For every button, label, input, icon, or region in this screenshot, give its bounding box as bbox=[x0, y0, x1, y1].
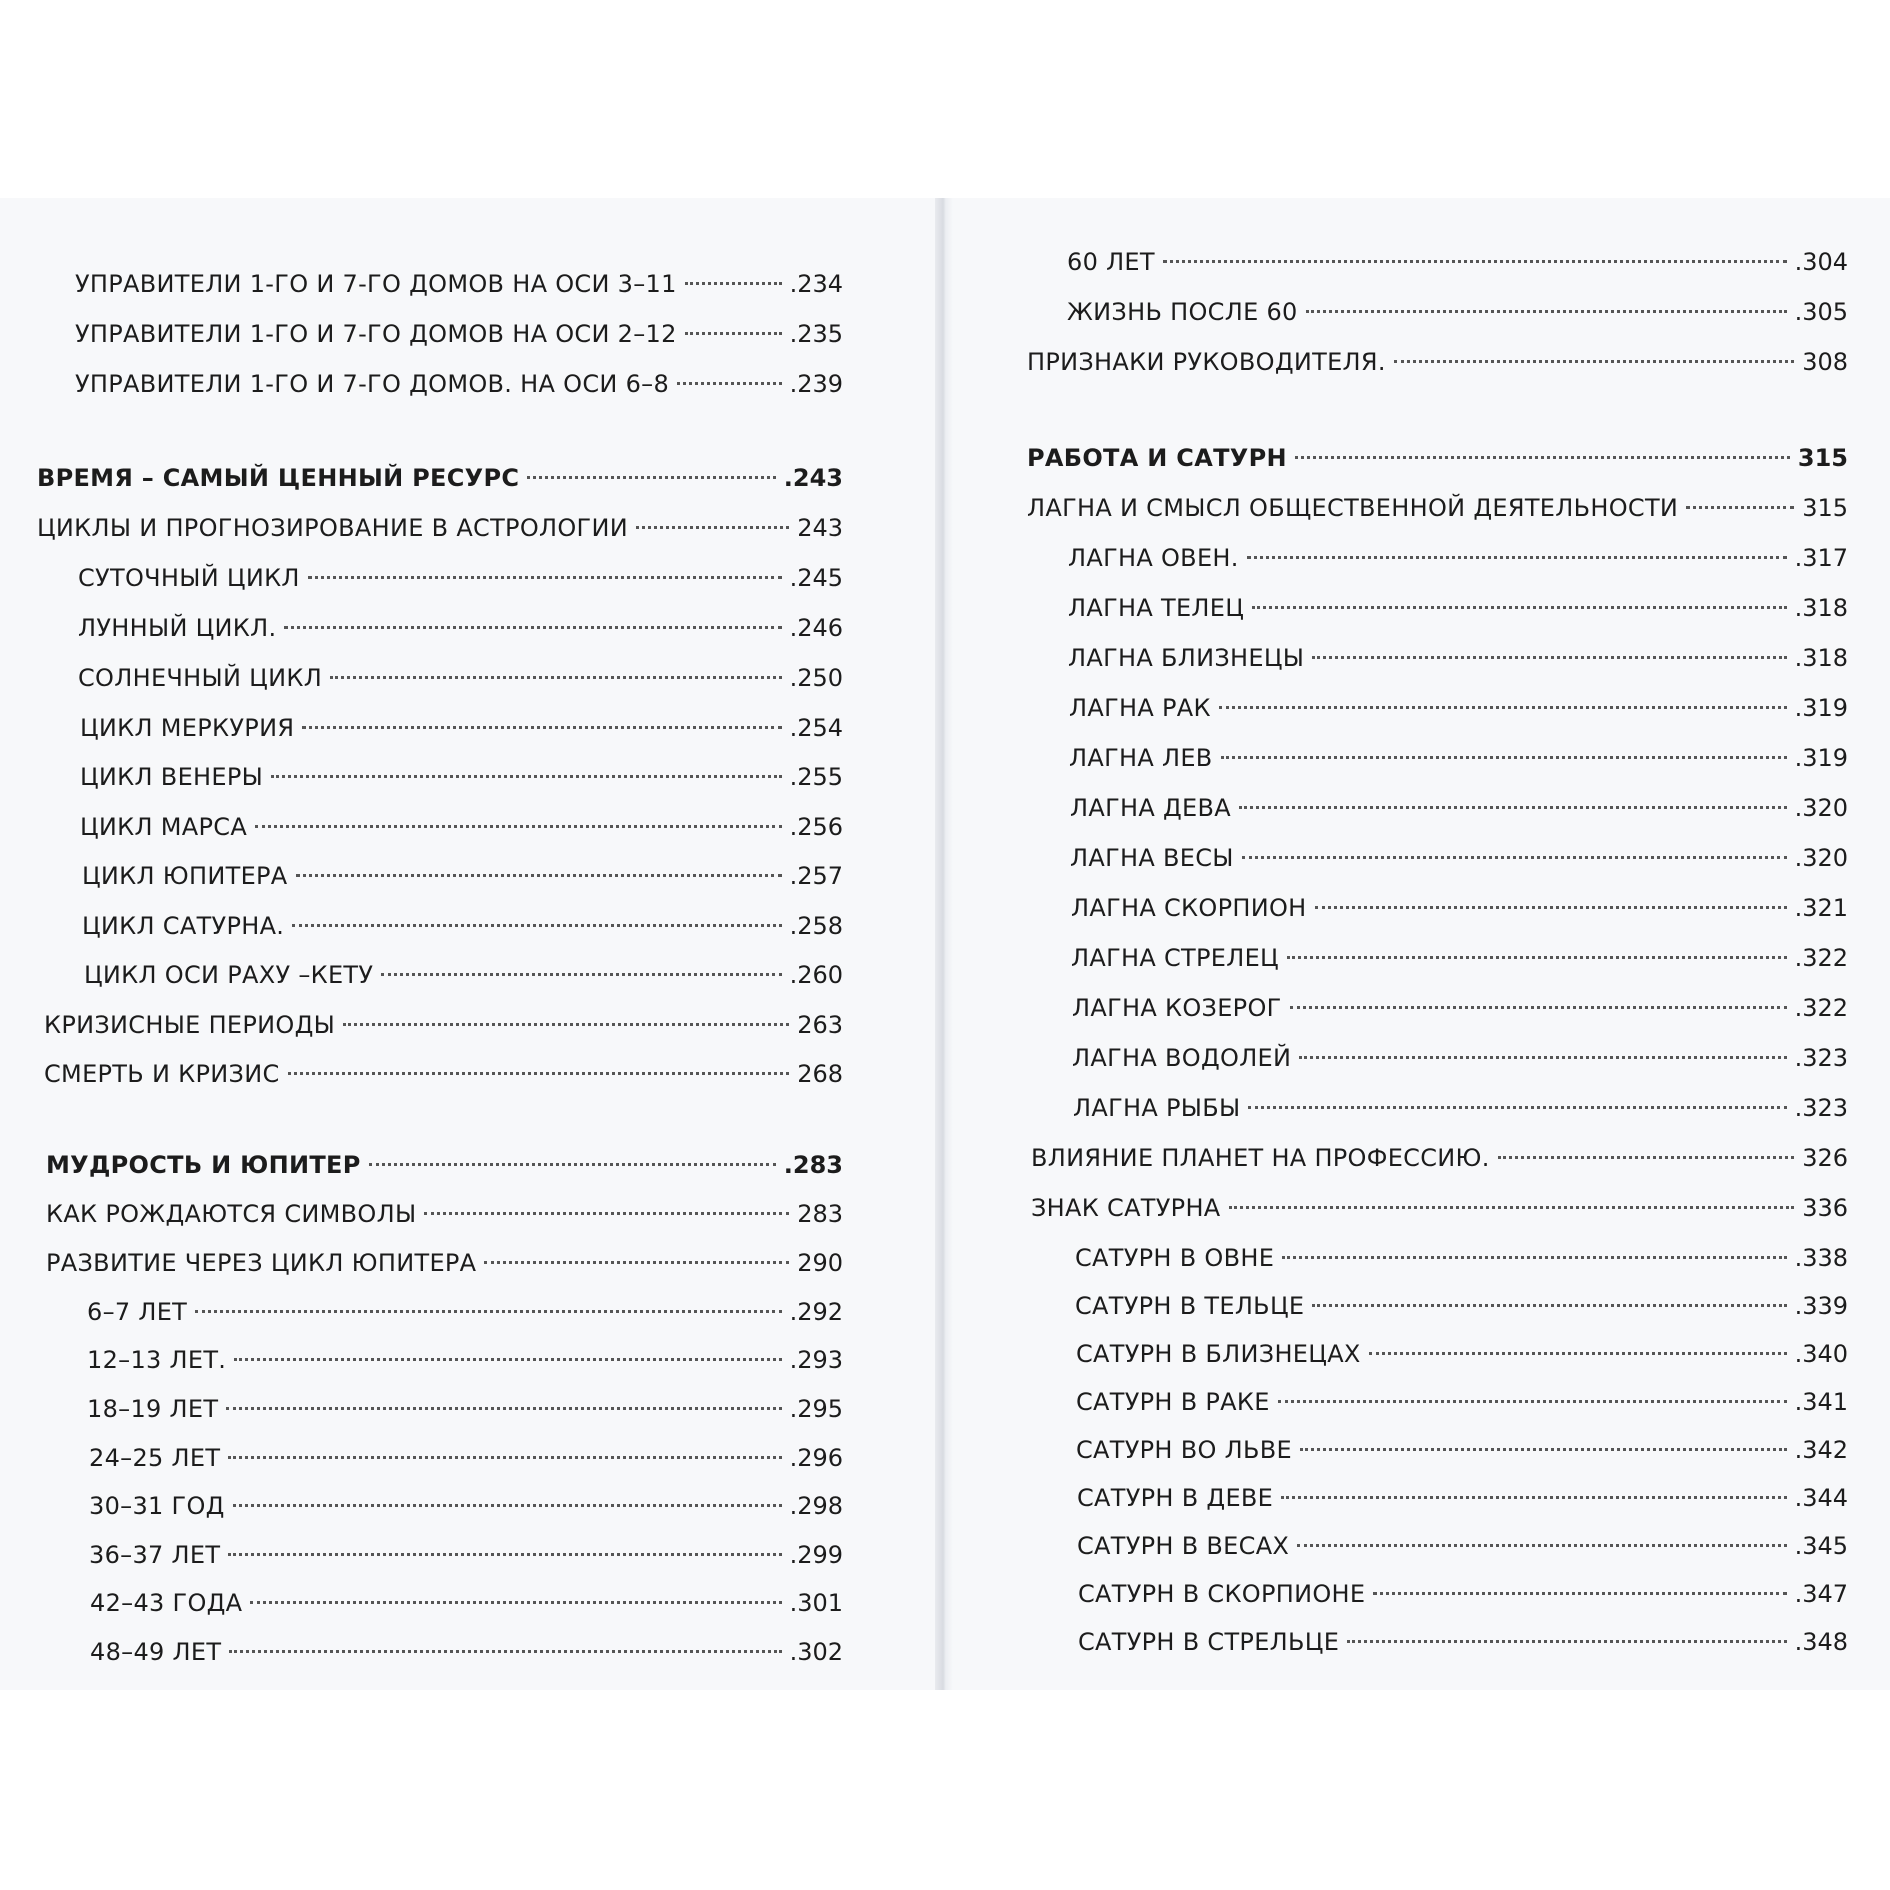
toc-entry-page: .320 bbox=[1794, 844, 1848, 872]
toc-entry-page: .245 bbox=[789, 564, 843, 592]
dot-leader bbox=[1299, 1056, 1786, 1059]
toc-entry-title: ЛАГНА БЛИЗНЕЦЫ bbox=[1068, 644, 1305, 672]
toc-entry-title: КРИЗИСНЫЕ ПЕРИОДЫ bbox=[44, 1011, 336, 1039]
toc-entry[interactable] bbox=[89, 1486, 843, 1526]
toc-entry-page: .292 bbox=[789, 1298, 843, 1326]
toc-entry-title: ЦИКЛ МЕРКУРИЯ bbox=[80, 714, 295, 742]
toc-entry-page: .283 bbox=[783, 1151, 843, 1179]
toc-entry[interactable] bbox=[75, 264, 843, 304]
toc-entry-page: 283 bbox=[797, 1200, 843, 1228]
toc-entry-page: .345 bbox=[1794, 1532, 1848, 1560]
toc-entry-title: САТУРН В РАКЕ bbox=[1076, 1388, 1270, 1416]
toc-entry-title: СОЛНЕЧНЫЙ ЦИКЛ bbox=[78, 664, 323, 692]
toc-chapter[interactable] bbox=[37, 458, 843, 498]
toc-entry-title: ЦИКЛ САТУРНА. bbox=[82, 912, 285, 940]
dot-leader bbox=[484, 1261, 789, 1264]
toc-entry[interactable] bbox=[1075, 1286, 1848, 1326]
toc-entry-page: .243 bbox=[783, 464, 843, 492]
toc-entry-title: ЛАГНА ЛЕВ bbox=[1069, 744, 1213, 772]
toc-entry[interactable] bbox=[80, 757, 843, 797]
toc-entry-page: 308 bbox=[1802, 348, 1848, 376]
dot-leader bbox=[250, 1601, 781, 1604]
toc-entry[interactable] bbox=[80, 708, 843, 748]
toc-entry-page: 336 bbox=[1802, 1194, 1848, 1222]
toc-entry-title: УПРАВИТЕЛИ 1-ГО И 7-ГО ДОМОВ. НА ОСИ 6–8 bbox=[75, 370, 670, 398]
toc-entry-title: УПРАВИТЕЛИ 1-ГО И 7-ГО ДОМОВ НА ОСИ 2–12 bbox=[75, 320, 677, 348]
toc-entry-page: .298 bbox=[789, 1492, 843, 1520]
toc-entry-title: 42–43 ГОДА bbox=[90, 1589, 243, 1617]
dot-leader bbox=[1373, 1592, 1786, 1595]
toc-entry[interactable] bbox=[1069, 688, 1848, 728]
toc-entry[interactable] bbox=[1070, 838, 1848, 878]
dot-leader bbox=[229, 1650, 781, 1653]
toc-entry-title: 30–31 ГОД bbox=[89, 1492, 225, 1520]
toc-entry-title: ЛАГНА ВОДОЛЕЙ bbox=[1072, 1044, 1292, 1072]
dot-leader bbox=[1498, 1156, 1795, 1159]
dot-leader bbox=[1290, 1006, 1787, 1009]
dot-leader bbox=[1278, 1400, 1787, 1403]
dot-leader bbox=[1248, 1106, 1786, 1109]
toc-entry[interactable] bbox=[87, 1389, 843, 1429]
toc-entry[interactable] bbox=[82, 906, 843, 946]
toc-entry-page: .258 bbox=[789, 912, 843, 940]
toc-entry[interactable] bbox=[1067, 292, 1848, 332]
toc-entry-page: .256 bbox=[789, 813, 843, 841]
dot-leader bbox=[195, 1310, 781, 1313]
toc-entry-page: 290 bbox=[797, 1249, 843, 1277]
toc-entry-page: .304 bbox=[1794, 248, 1848, 276]
toc-section[interactable] bbox=[44, 1054, 843, 1094]
toc-entry-title: ЛАГНА И СМЫСЛ ОБЩЕСТВЕННОЙ ДЕЯТЕЛЬНОСТИ bbox=[1027, 494, 1679, 522]
dot-leader bbox=[1281, 1496, 1786, 1499]
toc-section[interactable] bbox=[46, 1243, 843, 1283]
dot-leader bbox=[288, 1072, 790, 1075]
toc-entry-page: .239 bbox=[789, 370, 843, 398]
toc-entry-page: .319 bbox=[1794, 744, 1848, 772]
toc-entry[interactable] bbox=[80, 807, 843, 847]
toc-entry-page: .305 bbox=[1794, 298, 1848, 326]
dot-leader bbox=[308, 576, 782, 579]
toc-section[interactable] bbox=[44, 1005, 843, 1045]
toc-entry[interactable] bbox=[1073, 1088, 1848, 1128]
toc-section[interactable] bbox=[1031, 1138, 1848, 1178]
toc-entry[interactable] bbox=[1068, 638, 1848, 678]
toc-entry-title: ВЛИЯНИЕ ПЛАНЕТ НА ПРОФЕССИЮ. bbox=[1031, 1144, 1490, 1172]
dot-leader bbox=[1247, 556, 1787, 559]
toc-entry-page: .323 bbox=[1794, 1094, 1848, 1122]
toc-entry-title: ЛАГНА КОЗЕРОГ bbox=[1072, 994, 1282, 1022]
toc-entry-page: .318 bbox=[1794, 594, 1848, 622]
toc-entry[interactable] bbox=[1078, 1622, 1848, 1662]
toc-entry-title: 24–25 ЛЕТ bbox=[89, 1444, 221, 1472]
toc-entry-page: .344 bbox=[1794, 1484, 1848, 1512]
toc-entry-title: СУТОЧНЫЙ ЦИКЛ bbox=[78, 564, 300, 592]
dot-leader bbox=[1163, 260, 1787, 263]
toc-entry-title: 12–13 ЛЕТ. bbox=[87, 1346, 227, 1374]
toc-entry-title: САТУРН В БЛИЗНЕЦАХ bbox=[1076, 1340, 1361, 1368]
dot-leader bbox=[226, 1407, 781, 1410]
dot-leader bbox=[1369, 1352, 1787, 1355]
toc-entry[interactable] bbox=[78, 608, 843, 648]
toc-entry-title: 60 ЛЕТ bbox=[1067, 248, 1155, 276]
toc-entry[interactable] bbox=[75, 314, 843, 354]
toc-entry-title: ПРИЗНАКИ РУКОВОДИТЕЛЯ. bbox=[1027, 348, 1386, 376]
toc-entry-page: .317 bbox=[1794, 544, 1848, 572]
toc-entry-title: ЖИЗНЬ ПОСЛЕ 60 bbox=[1067, 298, 1298, 326]
dot-leader bbox=[1229, 1206, 1795, 1209]
toc-entry[interactable] bbox=[1075, 1238, 1848, 1278]
toc-entry[interactable] bbox=[84, 955, 843, 995]
dot-leader bbox=[302, 726, 781, 729]
toc-entry-title: ЛАГНА РАК bbox=[1069, 694, 1211, 722]
toc-entry-title: 6–7 ЛЕТ bbox=[87, 1298, 188, 1326]
toc-entry-title: САТУРН В ОВНЕ bbox=[1075, 1244, 1275, 1272]
toc-entry[interactable] bbox=[89, 1535, 843, 1575]
toc-entry[interactable] bbox=[1070, 788, 1848, 828]
toc-entry-page: .347 bbox=[1794, 1580, 1848, 1608]
toc-entry-title: ЛАГНА СТРЕЛЕЦ bbox=[1071, 944, 1279, 972]
dot-leader bbox=[424, 1212, 789, 1215]
toc-entry-page: 326 bbox=[1802, 1144, 1848, 1172]
toc-entry[interactable] bbox=[1072, 1038, 1848, 1078]
toc-entry-page: .295 bbox=[789, 1395, 843, 1423]
toc-entry-page: .339 bbox=[1794, 1292, 1848, 1320]
dot-leader bbox=[381, 973, 781, 976]
toc-entry-page: .340 bbox=[1794, 1340, 1848, 1368]
toc-entry-title: РАБОТА И САТУРН bbox=[1027, 444, 1287, 472]
toc-chapter[interactable] bbox=[1027, 438, 1848, 478]
toc-entry-title: САТУРН ВО ЛЬВЕ bbox=[1076, 1436, 1292, 1464]
toc-entry-title: ЦИКЛЫ И ПРОГНОЗИРОВАНИЕ В АСТРОЛОГИИ bbox=[37, 514, 628, 542]
dot-leader bbox=[233, 1504, 782, 1507]
dot-leader bbox=[1394, 360, 1794, 363]
toc-entry-title: 48–49 ЛЕТ bbox=[90, 1638, 222, 1666]
toc-entry-title: САТУРН В СТРЕЛЬЦЕ bbox=[1078, 1628, 1340, 1656]
toc-entry[interactable] bbox=[1068, 588, 1848, 628]
toc-entry-title: ЛУННЫЙ ЦИКЛ. bbox=[78, 614, 277, 642]
toc-entry[interactable] bbox=[1068, 538, 1848, 578]
toc-entry[interactable] bbox=[82, 856, 843, 896]
toc-entry-title: ЗНАК САТУРНА bbox=[1031, 1194, 1221, 1222]
toc-entry-page: .323 bbox=[1794, 1044, 1848, 1072]
toc-entry-title: САТУРН В СКОРПИОНЕ bbox=[1078, 1580, 1366, 1608]
toc-entry-page: .348 bbox=[1794, 1628, 1848, 1656]
dot-leader bbox=[284, 626, 781, 629]
toc-entry-page: .320 bbox=[1794, 794, 1848, 822]
toc-entry-title: ЛАГНА РЫБЫ bbox=[1073, 1094, 1241, 1122]
toc-entry[interactable] bbox=[1067, 242, 1848, 282]
toc-entry[interactable] bbox=[75, 364, 843, 404]
toc-entry-page: .296 bbox=[789, 1444, 843, 1472]
dot-leader bbox=[271, 775, 781, 778]
toc-entry-title: САТУРН В ТЕЛЬЦЕ bbox=[1075, 1292, 1305, 1320]
toc-entry-page: .322 bbox=[1794, 994, 1848, 1022]
toc-entry-page: 243 bbox=[797, 514, 843, 542]
toc-entry-page: .342 bbox=[1794, 1436, 1848, 1464]
toc-entry-page: .234 bbox=[789, 270, 843, 298]
toc-entry-page: .302 bbox=[789, 1638, 843, 1666]
toc-entry-page: .257 bbox=[789, 862, 843, 890]
dot-leader bbox=[255, 825, 781, 828]
toc-entry-page: .341 bbox=[1794, 1388, 1848, 1416]
toc-entry[interactable] bbox=[78, 658, 843, 698]
toc-entry-page: 315 bbox=[1797, 444, 1848, 472]
toc-entry-page: .255 bbox=[789, 763, 843, 791]
toc-entry-page: .235 bbox=[789, 320, 843, 348]
toc-entry[interactable] bbox=[1078, 1574, 1848, 1614]
toc-entry-title: САТУРН В ДЕВЕ bbox=[1077, 1484, 1274, 1512]
toc-entry[interactable] bbox=[1077, 1478, 1848, 1518]
toc-entry[interactable] bbox=[90, 1632, 843, 1672]
toc-entry-page: .301 bbox=[789, 1589, 843, 1617]
dot-leader bbox=[1252, 606, 1786, 609]
toc-entry-title: КАК РОЖДАЮТСЯ СИМВОЛЫ bbox=[46, 1200, 417, 1228]
toc-entry-page: .293 bbox=[789, 1346, 843, 1374]
toc-entry-title: ЦИКЛ ОСИ РАХУ –КЕТУ bbox=[84, 961, 374, 989]
toc-entry-page: 263 bbox=[797, 1011, 843, 1039]
toc-chapter[interactable] bbox=[46, 1145, 843, 1185]
toc-entry-title: ЦИКЛ ВЕНЕРЫ bbox=[80, 763, 264, 791]
dot-leader bbox=[1219, 706, 1787, 709]
dot-leader bbox=[228, 1456, 781, 1459]
toc-entry-title: СМЕРТЬ И КРИЗИС bbox=[44, 1060, 280, 1088]
dot-leader bbox=[1312, 1304, 1786, 1307]
toc-entry[interactable] bbox=[89, 1438, 843, 1478]
dot-leader bbox=[527, 476, 776, 479]
toc-entry-title: РАЗВИТИЕ ЧЕРЕЗ ЦИКЛ ЮПИТЕРА bbox=[46, 1249, 477, 1277]
toc-entry-title: ЛАГНА СКОРПИОН bbox=[1071, 894, 1307, 922]
toc-entry-page: .318 bbox=[1794, 644, 1848, 672]
toc-entry[interactable] bbox=[1076, 1430, 1848, 1470]
toc-entry[interactable] bbox=[1076, 1334, 1848, 1374]
toc-entry-page: 268 bbox=[797, 1060, 843, 1088]
dot-leader bbox=[1239, 806, 1787, 809]
toc-section[interactable] bbox=[1031, 1188, 1848, 1228]
dot-leader bbox=[330, 676, 782, 679]
toc-entry[interactable] bbox=[1072, 988, 1848, 1028]
dot-leader bbox=[369, 1163, 776, 1166]
dot-leader bbox=[234, 1358, 781, 1361]
toc-entry-title: МУДРОСТЬ И ЮПИТЕР bbox=[46, 1151, 361, 1179]
toc-entry[interactable] bbox=[1076, 1382, 1848, 1422]
dot-leader bbox=[228, 1553, 781, 1556]
toc-entry[interactable] bbox=[87, 1292, 843, 1332]
toc-entry[interactable] bbox=[1071, 938, 1848, 978]
toc-entry-title: ЦИКЛ ЮПИТЕРА bbox=[82, 862, 288, 890]
toc-entry-page: .250 bbox=[789, 664, 843, 692]
dot-leader bbox=[1347, 1640, 1786, 1643]
dot-leader bbox=[343, 1023, 789, 1026]
dot-leader bbox=[296, 874, 782, 877]
dot-leader bbox=[636, 526, 789, 529]
toc-section[interactable] bbox=[1027, 342, 1848, 382]
toc-entry-title: 18–19 ЛЕТ bbox=[87, 1395, 219, 1423]
dot-leader bbox=[1221, 756, 1787, 759]
toc-entry-title: ЛАГНА ТЕЛЕЦ bbox=[1068, 594, 1245, 622]
toc-entry-page: .338 bbox=[1794, 1244, 1848, 1272]
dot-leader bbox=[1300, 1448, 1787, 1451]
toc-entry-title: 36–37 ЛЕТ bbox=[89, 1541, 221, 1569]
toc-entry-title: УПРАВИТЕЛИ 1-ГО И 7-ГО ДОМОВ НА ОСИ 3–11 bbox=[75, 270, 677, 298]
dot-leader bbox=[1297, 1544, 1786, 1547]
toc-entry-title: ЦИКЛ МАРСА bbox=[80, 813, 248, 841]
toc-entry-page: .260 bbox=[789, 961, 843, 989]
toc-entry[interactable] bbox=[1069, 738, 1848, 778]
toc-entry-title: САТУРН В ВЕСАХ bbox=[1077, 1532, 1290, 1560]
toc-entry-title: ЛАГНА ВЕСЫ bbox=[1070, 844, 1234, 872]
toc-entry[interactable] bbox=[87, 1340, 843, 1380]
dot-leader bbox=[1315, 906, 1787, 909]
toc-entry[interactable] bbox=[90, 1583, 843, 1623]
toc-entry-title: ЛАГНА ДЕВА bbox=[1070, 794, 1231, 822]
dot-leader bbox=[685, 282, 782, 285]
dot-leader bbox=[1295, 456, 1790, 459]
toc-section[interactable] bbox=[46, 1194, 843, 1234]
book-gutter bbox=[935, 198, 953, 1690]
toc-entry-page: .319 bbox=[1794, 694, 1848, 722]
toc-entry-page: .299 bbox=[789, 1541, 843, 1569]
dot-leader bbox=[1242, 856, 1787, 859]
toc-section[interactable] bbox=[37, 508, 843, 548]
toc-entry-title: ВРЕМЯ – САМЫЙ ЦЕННЫЙ РЕСУРС bbox=[37, 464, 520, 492]
dot-leader bbox=[1312, 656, 1786, 659]
toc-entry-page: 315 bbox=[1802, 494, 1848, 522]
toc-entry[interactable] bbox=[1071, 888, 1848, 928]
dot-leader bbox=[1686, 506, 1794, 509]
toc-entry[interactable] bbox=[1077, 1526, 1848, 1566]
toc-entry-page: .321 bbox=[1794, 894, 1848, 922]
toc-entry-page: .322 bbox=[1794, 944, 1848, 972]
toc-entry[interactable] bbox=[78, 558, 843, 598]
dot-leader bbox=[292, 924, 781, 927]
dot-leader bbox=[1282, 1256, 1786, 1259]
dot-leader bbox=[677, 382, 782, 385]
dot-leader bbox=[1306, 310, 1787, 313]
toc-section[interactable] bbox=[1027, 488, 1848, 528]
dot-leader bbox=[685, 332, 782, 335]
toc-entry-title: ЛАГНА ОВЕН. bbox=[1068, 544, 1239, 572]
toc-entry-page: .246 bbox=[789, 614, 843, 642]
dot-leader bbox=[1287, 956, 1787, 959]
toc-entry-page: .254 bbox=[789, 714, 843, 742]
